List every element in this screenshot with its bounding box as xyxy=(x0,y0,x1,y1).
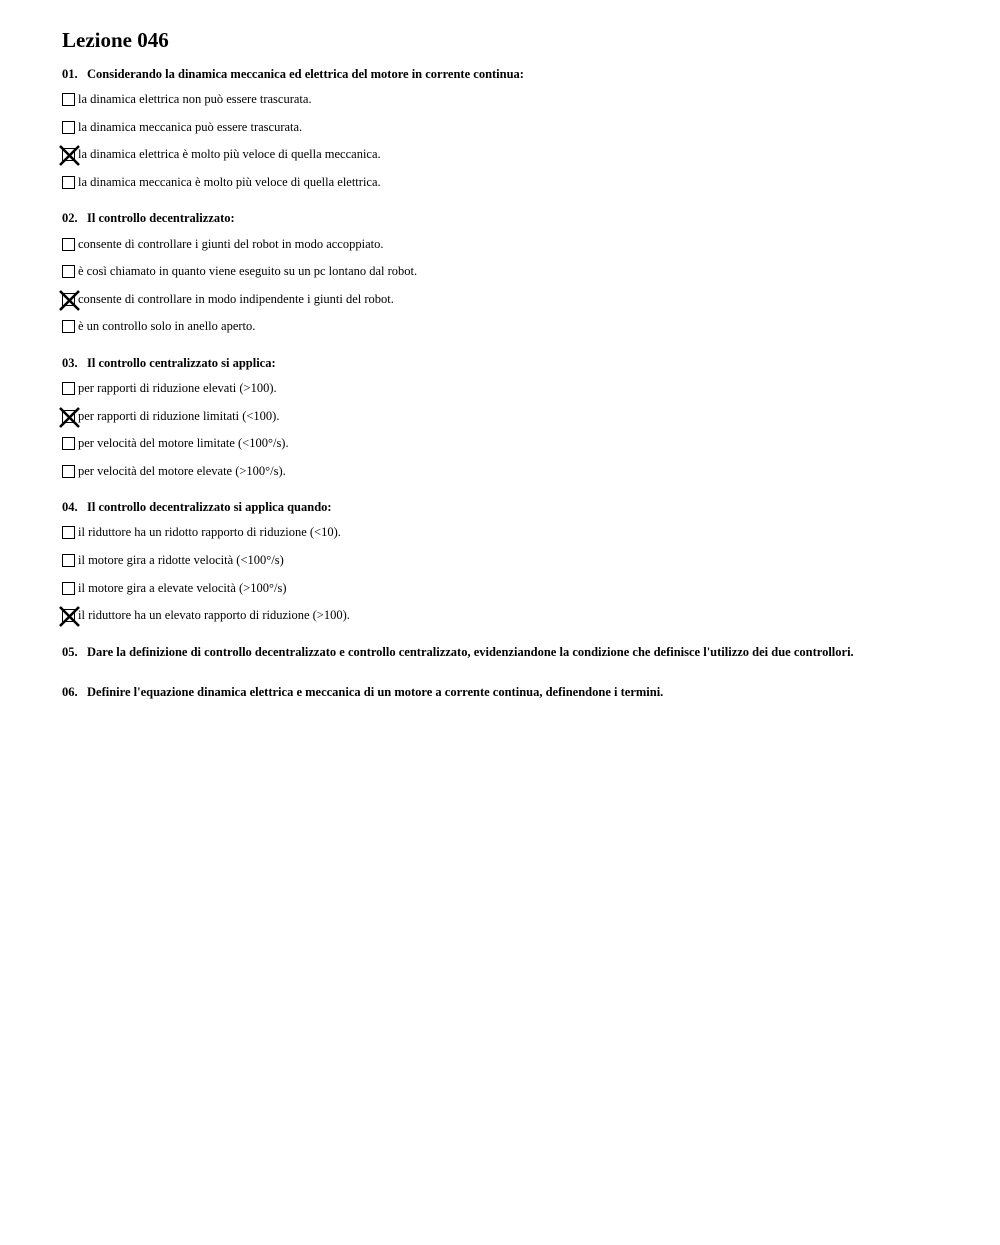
question-text: Considerando la dinamica meccanica ed elettrica del motore in corrente continua: xyxy=(87,67,524,81)
answer-option[interactable] xyxy=(62,114,962,142)
question-number: 06. xyxy=(62,684,78,699)
checkbox[interactable] xyxy=(62,176,75,189)
cross-mark-icon xyxy=(58,289,81,312)
answer-text: per velocità del motore elevate (>100°/s). xyxy=(78,463,286,478)
checkbox-checked[interactable] xyxy=(62,293,75,306)
question-number: 01. xyxy=(62,67,78,81)
question-5 xyxy=(62,644,962,660)
checkbox-checked[interactable] xyxy=(62,410,75,423)
answer-text: il motore gira a ridotte velocità (<100°/s) xyxy=(78,553,284,568)
question-number: 05. xyxy=(62,644,78,659)
checkbox[interactable] xyxy=(62,121,75,134)
checkbox-checked[interactable] xyxy=(62,148,75,161)
checkbox[interactable] xyxy=(62,526,75,539)
cross-mark-icon xyxy=(58,144,81,167)
question-heading xyxy=(62,684,962,700)
answer-option[interactable] xyxy=(62,574,962,602)
answer-text: la dinamica meccanica può essere trascurata. xyxy=(78,119,303,134)
answer-option[interactable] xyxy=(62,519,962,547)
checkbox[interactable] xyxy=(62,320,75,333)
question-number: 04. xyxy=(62,500,78,515)
answer-option[interactable] xyxy=(62,430,962,458)
question-heading xyxy=(62,355,962,371)
question-text: Il controllo centralizzato si applica: xyxy=(87,355,276,370)
answer-option[interactable] xyxy=(62,258,962,286)
question-heading xyxy=(62,210,962,226)
question-heading xyxy=(62,499,962,515)
answer-text: per rapporti di riduzione limitati (<100). xyxy=(78,408,280,423)
answer-text: per rapporti di riduzione elevati (>100). xyxy=(78,381,277,396)
answer-option[interactable] xyxy=(62,602,962,630)
answer-option[interactable] xyxy=(62,169,962,197)
question-text: Il controllo decentralizzato: xyxy=(87,211,235,226)
question-3 xyxy=(62,355,962,485)
answer-text: consente di controllare i giunti del robot in modo accoppiato. xyxy=(78,236,384,251)
checkbox[interactable] xyxy=(62,437,75,450)
answer-option[interactable] xyxy=(62,547,962,575)
answer-list xyxy=(62,230,962,340)
answer-text: il riduttore ha un ridotto rapporto di riduzione (<10). xyxy=(78,525,341,540)
question-2 xyxy=(62,210,962,340)
question-number: 02. xyxy=(62,211,78,226)
question-number: 03. xyxy=(62,355,78,370)
answer-option[interactable] xyxy=(62,375,962,403)
question-text: Definire l'equazione dinamica elettrica e meccanica di un motore a corrente continua, definendone i termini. xyxy=(87,684,664,699)
answer-list xyxy=(62,86,962,196)
question-heading xyxy=(62,66,962,82)
answer-option[interactable] xyxy=(62,86,962,114)
checkbox[interactable] xyxy=(62,465,75,478)
answer-option[interactable] xyxy=(62,313,962,341)
checkbox[interactable] xyxy=(62,265,75,278)
checkbox[interactable] xyxy=(62,582,75,595)
checkbox[interactable] xyxy=(62,382,75,395)
answer-text: la dinamica elettrica non può essere trascurata. xyxy=(78,92,312,107)
answer-text: la dinamica meccanica è molto più veloce di quella elettrica. xyxy=(78,175,381,190)
answer-text: il riduttore ha un elevato rapporto di riduzione (>100). xyxy=(78,608,350,623)
question-heading xyxy=(62,644,962,660)
answer-text: la dinamica elettrica è molto più veloce di quella meccanica. xyxy=(78,147,381,162)
question-1 xyxy=(62,66,962,196)
answer-text: è così chiamato in quanto viene eseguito su un pc lontano dal robot. xyxy=(78,264,418,279)
question-4 xyxy=(62,499,962,629)
answer-text: per velocità del motore limitate (<100°/s). xyxy=(78,436,289,451)
page-title: Lezione 046 xyxy=(62,28,169,52)
checkbox[interactable] xyxy=(62,93,75,106)
checkbox-checked[interactable] xyxy=(62,609,75,622)
cross-mark-icon xyxy=(58,406,81,429)
checkbox[interactable] xyxy=(62,238,75,251)
answer-list xyxy=(62,375,962,485)
answer-text: è un controllo solo in anello aperto. xyxy=(78,319,256,334)
checkbox[interactable] xyxy=(62,554,75,567)
answer-option[interactable] xyxy=(62,230,962,258)
question-list xyxy=(62,66,962,700)
cross-mark-icon xyxy=(58,605,81,628)
question-text: Il controllo decentralizzato si applica quando: xyxy=(87,500,332,515)
question-text: Dare la definizione di controllo decentralizzato e controllo centralizzato, evidenziandone la condizione che definisce l'utilizzo dei due controllori. xyxy=(87,644,854,659)
answer-option[interactable] xyxy=(62,402,962,430)
answer-option[interactable] xyxy=(62,141,962,169)
answer-text: consente di controllare in modo indipendente i giunti del robot. xyxy=(78,291,394,306)
answer-text: il motore gira a elevate velocità (>100°/s) xyxy=(78,580,287,595)
question-6 xyxy=(62,684,962,700)
answer-list xyxy=(62,519,962,629)
answer-option[interactable] xyxy=(62,286,962,314)
answer-option[interactable] xyxy=(62,458,962,486)
document-page xyxy=(62,28,962,724)
